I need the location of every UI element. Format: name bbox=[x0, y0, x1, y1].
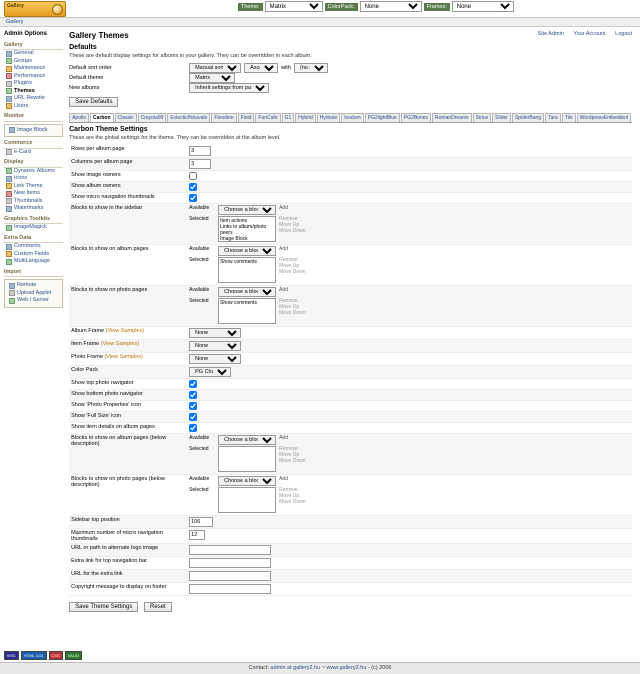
block-actions-album bbox=[279, 257, 305, 275]
show-photo-properties-icon-checkbox[interactable] bbox=[189, 402, 197, 410]
breadcrumb-gallery-link[interactable]: Gallery bbox=[6, 19, 24, 25]
blocks-album-pages-below-label: Blocks to show on album pages (below description) bbox=[69, 434, 187, 475]
logo-swirl-icon bbox=[52, 4, 63, 15]
sidebar-monitor-box bbox=[4, 124, 63, 138]
block-actions-photo bbox=[279, 298, 305, 316]
sidebar-item-label: Link Theme bbox=[14, 182, 43, 189]
sidebar-item-label: Web / Server bbox=[17, 297, 49, 303]
show-top-photo-navigator-label: Show top photo navigator bbox=[69, 379, 187, 390]
sidebar-group-display: Display bbox=[4, 159, 63, 168]
move-down-button[interactable]: Move Down bbox=[279, 458, 306, 464]
selected-label: Selected bbox=[189, 487, 209, 493]
sidebar-group-commerce: Commerce bbox=[4, 140, 63, 149]
reset-button[interactable]: Reset bbox=[144, 602, 172, 612]
speed-icon bbox=[6, 73, 12, 79]
photo-frame-text: Photo Frame bbox=[71, 354, 103, 360]
logout-link[interactable]: Logout bbox=[615, 31, 632, 37]
main-content bbox=[65, 27, 640, 618]
photo-frame-label bbox=[69, 353, 187, 366]
max-micro-nav-thumbnails-input[interactable] bbox=[189, 530, 205, 540]
default-theme-label: Default theme bbox=[69, 75, 104, 81]
watermark-icon bbox=[6, 206, 12, 212]
table-row bbox=[69, 340, 632, 353]
alternate-logo-url-label: URL or path to alternate logo image bbox=[69, 544, 187, 557]
move-down-button[interactable]: Move Down bbox=[279, 499, 306, 505]
remove-block-button[interactable]: Remove bbox=[279, 298, 298, 304]
icons-icon bbox=[6, 176, 12, 182]
second-sort-select[interactable] bbox=[294, 63, 328, 73]
sidebar-item-users[interactable] bbox=[4, 103, 63, 111]
table-row bbox=[69, 379, 632, 390]
album-icon bbox=[6, 168, 12, 174]
list-item[interactable]: Links to album/photo peers bbox=[220, 224, 267, 236]
sidebar-item-label: ImageMagick bbox=[14, 224, 47, 230]
tab-romandreams[interactable]: RomanDreams bbox=[432, 113, 472, 122]
table-row bbox=[69, 390, 632, 401]
gear-icon bbox=[6, 51, 12, 57]
new-albums-select[interactable] bbox=[189, 83, 269, 93]
tab-hydrate[interactable]: Hydrate bbox=[317, 113, 341, 122]
fields-icon bbox=[6, 251, 12, 257]
list-item[interactable]: Image Block bbox=[220, 236, 248, 242]
sidebar-item-label: Comments bbox=[14, 243, 41, 249]
admin-sidebar bbox=[0, 27, 65, 312]
sidebar-item-label: Upload Applet bbox=[17, 289, 52, 296]
sidebar-item-label: Maintenance bbox=[14, 65, 46, 71]
available-label: Available bbox=[189, 476, 210, 482]
selected-blocks-list-album-below[interactable] bbox=[218, 446, 276, 472]
defaults-note: These are default display settings for albums in your gallery. They can be overridden in each album. bbox=[69, 53, 312, 59]
extra-link-top-nav-input[interactable] bbox=[189, 558, 271, 568]
tab-apollo[interactable]: Apollo bbox=[69, 113, 89, 122]
new-icon bbox=[6, 191, 12, 197]
move-down-button[interactable]: Move Down bbox=[279, 310, 306, 316]
available-label: Available bbox=[189, 246, 210, 252]
table-row bbox=[69, 423, 632, 434]
available-blocks-select-album[interactable] bbox=[218, 246, 276, 256]
table-row bbox=[69, 193, 632, 204]
tab-slider[interactable]: Slider bbox=[492, 113, 511, 122]
table-row bbox=[69, 245, 632, 286]
add-block-button-sidebar[interactable]: Add bbox=[279, 205, 288, 211]
validation-badges bbox=[4, 651, 82, 660]
sidebar-item-label: Plugins bbox=[14, 80, 33, 86]
sidebar-item-general[interactable] bbox=[4, 50, 63, 58]
table-row bbox=[69, 434, 632, 475]
tab-tile[interactable]: Tile bbox=[562, 113, 576, 122]
columns-per-album-page-input[interactable] bbox=[189, 159, 211, 169]
blocks-sidebar-label: Blocks to show in the sidebar bbox=[69, 204, 187, 245]
theme-icon bbox=[6, 88, 12, 94]
move-up-button[interactable]: Move Up bbox=[279, 493, 300, 499]
sidebar-item-upload-applet[interactable] bbox=[7, 290, 60, 298]
block-actions-album-below bbox=[279, 446, 305, 464]
move-up-button[interactable]: Move Up bbox=[279, 452, 300, 458]
tab-floodion[interactable]: Floodion bbox=[211, 113, 236, 122]
sort-with-label: with bbox=[281, 65, 291, 71]
available-label: Available bbox=[189, 435, 210, 441]
valid-badge[interactable]: VALID bbox=[65, 651, 82, 660]
available-blocks-select-sidebar[interactable] bbox=[218, 205, 276, 215]
sidebar-group-extra-data: Extra Data bbox=[4, 235, 63, 244]
sidebar-item-url-rewrite[interactable] bbox=[4, 95, 63, 103]
logo-label: Gallery bbox=[7, 3, 24, 9]
sidebar-item-link-theme[interactable] bbox=[4, 183, 63, 191]
thumb-icon bbox=[6, 198, 12, 204]
sidebar-group-gallery: Gallery bbox=[4, 42, 63, 51]
sidebar-item-groups[interactable] bbox=[4, 58, 63, 66]
sidebar-item-image-block[interactable] bbox=[7, 127, 60, 135]
show-full-size-icon-label: Show 'Full Size' icon bbox=[69, 412, 187, 423]
copyright-footer-input[interactable] bbox=[189, 584, 271, 594]
theme-settings-heading: Carbon Theme Settings bbox=[69, 126, 148, 133]
selected-label: Selected bbox=[189, 298, 209, 304]
sidebar-group-import: Import bbox=[4, 269, 63, 278]
sidebar-title: Admin Options bbox=[4, 31, 47, 37]
footer-suffix: - (c) 2006 bbox=[366, 665, 392, 671]
site-admin-link[interactable]: Site Admin bbox=[537, 31, 564, 37]
copyright-footer-label: Copyright message to display on footer bbox=[69, 583, 187, 596]
table-row bbox=[69, 516, 632, 529]
sidebar-group-graphics-toolkits: Graphics Toolkits bbox=[4, 216, 63, 225]
sidebar-item-label: Users bbox=[14, 102, 29, 109]
default-theme-row bbox=[69, 73, 632, 83]
show-album-owners-label: Show album owners bbox=[69, 182, 187, 193]
list-item[interactable]: Item actions bbox=[220, 218, 248, 224]
table-row bbox=[69, 529, 632, 544]
selected-blocks-list-sidebar[interactable] bbox=[218, 216, 276, 242]
list-item[interactable]: Show comments bbox=[220, 300, 258, 306]
colorpack-select[interactable] bbox=[360, 1, 422, 12]
tab-eclectic-nouvalo[interactable]: Eclectic/Nouvalo bbox=[167, 113, 210, 122]
new-albums-label: New albums bbox=[69, 85, 100, 91]
move-down-button[interactable]: Move Down bbox=[279, 269, 306, 275]
page-footer bbox=[0, 662, 640, 674]
tab-g1[interactable]: G1 bbox=[282, 113, 295, 122]
tab-funcafe[interactable]: FunCafe bbox=[255, 113, 280, 122]
default-sort-order-label: Default sort order bbox=[69, 65, 112, 71]
theme-select[interactable] bbox=[265, 1, 323, 12]
table-row bbox=[69, 583, 632, 596]
blocks-album-pages-label: Blocks to show on album pages bbox=[69, 245, 187, 286]
plug-icon bbox=[6, 81, 12, 87]
sidebar-item-maintenance[interactable] bbox=[4, 65, 63, 73]
table-row bbox=[69, 412, 632, 423]
footer-site-link[interactable]: www.gallery2.hu bbox=[326, 665, 367, 671]
table-row bbox=[69, 204, 632, 245]
footer-email-link[interactable]: admin at gallery2.hu bbox=[270, 665, 321, 671]
save-theme-settings-button[interactable]: Save Theme Settings bbox=[69, 602, 138, 612]
sidebar-item-icons[interactable] bbox=[4, 175, 63, 183]
list-item[interactable]: Show comments bbox=[220, 259, 258, 265]
show-image-owners-label: Show image owners bbox=[69, 171, 187, 182]
color-pack-label: Color Pack bbox=[69, 366, 187, 379]
comment-icon bbox=[6, 244, 12, 250]
blocks-photo-pages-label: Blocks to show on photo pages bbox=[69, 286, 187, 327]
theme-settings-actions bbox=[69, 602, 632, 612]
sidebar-item-dynamic-albums[interactable] bbox=[4, 168, 63, 176]
sidebar-item-label: Themes bbox=[14, 87, 35, 94]
item-frame-text: Item Frame bbox=[71, 341, 100, 347]
remove-block-button[interactable]: Remove bbox=[279, 257, 298, 263]
sidebar-top-position-input[interactable] bbox=[189, 517, 213, 527]
table-row bbox=[69, 401, 632, 412]
columns-per-album-page-label: Columns per album page bbox=[69, 158, 187, 171]
magick-icon bbox=[6, 225, 12, 231]
sidebar-group-monitor: Monitor bbox=[4, 113, 63, 122]
theme-toolbar bbox=[238, 1, 514, 12]
selected-label: Selected bbox=[189, 216, 209, 222]
footer-middle: ~ bbox=[320, 665, 327, 671]
theme-settings-table bbox=[69, 145, 632, 596]
table-row bbox=[69, 475, 632, 516]
default-theme-select[interactable] bbox=[189, 73, 235, 83]
table-row bbox=[69, 145, 632, 158]
web-icon bbox=[9, 298, 15, 304]
move-up-button[interactable]: Move Up bbox=[279, 304, 300, 310]
sidebar-item-label: Icons bbox=[14, 175, 28, 181]
sidebar-top-position-label: Sidebar top position bbox=[69, 516, 187, 529]
sidebar-item-themes[interactable] bbox=[4, 88, 63, 96]
add-block-button-album[interactable]: Add bbox=[279, 246, 288, 252]
footer-prefix: Contact: bbox=[248, 665, 271, 671]
available-blocks-select-photo[interactable] bbox=[218, 287, 276, 297]
sidebar-item-label: General bbox=[14, 50, 34, 56]
wrench-icon bbox=[6, 66, 12, 72]
w3c-badge[interactable]: W3C bbox=[4, 651, 19, 660]
show-image-owners-checkbox[interactable] bbox=[189, 172, 197, 180]
selected-blocks-list-photo[interactable] bbox=[218, 298, 276, 324]
available-label: Available bbox=[189, 287, 210, 293]
show-item-details-on-album-pages-label: Show item details on album pages bbox=[69, 423, 187, 434]
sidebar-item-watermarks[interactable] bbox=[4, 205, 63, 213]
table-row bbox=[69, 544, 632, 557]
upload-icon bbox=[9, 290, 15, 296]
table-row bbox=[69, 171, 632, 182]
sidebar-item-label: Dynamic Albums bbox=[14, 167, 55, 174]
theme-settings-note: These are the global settings for the theme. They can be overridden at the album level. bbox=[69, 135, 281, 141]
your-account-link[interactable]: Your Account bbox=[573, 31, 606, 37]
photo-frame-select[interactable] bbox=[189, 354, 241, 364]
frames-label: Frames: bbox=[424, 3, 450, 11]
available-blocks-select-photo-below[interactable] bbox=[218, 476, 276, 486]
theme-tabs bbox=[69, 113, 632, 123]
sidebar-item-imagemagick[interactable] bbox=[4, 224, 63, 232]
colorpack-label: ColorPack: bbox=[325, 3, 358, 11]
extra-link-url-label: URL for the extra link bbox=[69, 570, 187, 583]
extra-link-top-nav-label: Extra link for top navigation bar bbox=[69, 557, 187, 570]
move-up-button[interactable]: Move Up bbox=[279, 263, 300, 269]
tab-spiderbang[interactable]: SpiderBang bbox=[512, 113, 544, 122]
tab-ixodum[interactable]: Ixodum bbox=[341, 113, 363, 122]
move-up-button[interactable]: Move Up bbox=[279, 222, 300, 228]
sidebar-item-label: New Items bbox=[14, 190, 40, 196]
block-actions-photo-below bbox=[279, 487, 305, 505]
selected-label: Selected bbox=[189, 257, 209, 263]
tab-siriux[interactable]: Siriux bbox=[473, 113, 492, 122]
max-micro-nav-thumbnails-label: Maximum number of micro navigation thumbnails bbox=[69, 529, 187, 544]
frames-select[interactable] bbox=[452, 1, 514, 12]
sidebar-item-custom-fields[interactable] bbox=[4, 251, 63, 259]
rows-per-album-page-input[interactable] bbox=[189, 146, 211, 156]
sidebar-item-label: Remote bbox=[17, 282, 37, 288]
user-icon bbox=[6, 103, 12, 109]
sidebar-item-comments[interactable] bbox=[4, 243, 63, 251]
available-blocks-select-album-below[interactable] bbox=[218, 435, 276, 445]
show-micro-navigation-thumbnails-label: Show micro navigation thumbnails bbox=[69, 193, 187, 204]
tab-hybrid[interactable]: Hybrid bbox=[295, 113, 315, 122]
sidebar-item-label: URL Rewrite bbox=[14, 95, 45, 101]
sidebar-item-web-server[interactable] bbox=[7, 297, 60, 305]
page-title: Gallery Themes bbox=[69, 31, 129, 40]
show-bottom-photo-navigator-label: Show bottom photo navigator bbox=[69, 390, 187, 401]
table-row bbox=[69, 570, 632, 583]
rows-per-album-page-label: Rows per album page bbox=[69, 145, 187, 158]
blocks-photo-pages-below-label: Blocks to show on photo pages (below description) bbox=[69, 475, 187, 516]
alternate-logo-url-input[interactable] bbox=[189, 545, 271, 555]
card-icon bbox=[6, 149, 12, 155]
add-block-button-photo-below[interactable]: Add bbox=[279, 476, 288, 482]
selected-label: Selected bbox=[189, 446, 209, 452]
remove-block-button[interactable]: Remove bbox=[279, 216, 298, 222]
tab-floid[interactable]: Floid bbox=[238, 113, 255, 122]
page-body bbox=[0, 27, 640, 618]
table-row bbox=[69, 327, 632, 340]
sidebar-item-e-card[interactable] bbox=[4, 149, 63, 157]
link-icon bbox=[6, 96, 12, 102]
item-frame-select[interactable] bbox=[189, 341, 241, 351]
show-full-size-icon-checkbox[interactable] bbox=[189, 413, 197, 421]
sidebar-item-label: Groups bbox=[14, 57, 33, 64]
color-pack-select[interactable] bbox=[189, 367, 231, 377]
tab-wordpressembedded[interactable]: WordpressEmbedded bbox=[577, 113, 631, 122]
block-actions-sidebar bbox=[279, 216, 305, 234]
show-micro-navigation-thumbnails-checkbox[interactable] bbox=[189, 194, 197, 202]
table-row bbox=[69, 557, 632, 570]
theme-label: Theme: bbox=[238, 3, 263, 11]
available-label: Available bbox=[189, 205, 210, 211]
album-frame-label bbox=[69, 327, 187, 340]
table-row bbox=[69, 353, 632, 366]
remote-icon bbox=[9, 283, 15, 289]
html-badge[interactable]: HTML 4.01 bbox=[21, 651, 47, 660]
sidebar-item-label: MultiLanguage bbox=[14, 258, 51, 264]
item-frame-samples-link[interactable]: (View Samples) bbox=[100, 341, 140, 347]
show-top-photo-navigator-checkbox[interactable] bbox=[189, 380, 197, 388]
tab-tara[interactable]: Tara bbox=[545, 113, 561, 122]
show-photo-properties-icon-label: Show 'Photo Properties' icon bbox=[69, 401, 187, 412]
save-defaults-button[interactable]: Save Defaults bbox=[69, 97, 118, 107]
add-block-button-photo[interactable]: Add bbox=[279, 287, 288, 293]
table-row bbox=[69, 158, 632, 171]
sidebar-item-performance[interactable] bbox=[4, 73, 63, 81]
sidebar-item-label: Custom Fields bbox=[14, 250, 50, 257]
default-sort-order-select[interactable] bbox=[189, 63, 241, 73]
css-badge[interactable]: CSS bbox=[49, 651, 63, 660]
sidebar-item-plugins[interactable] bbox=[4, 80, 63, 88]
defaults-heading: Defaults bbox=[69, 44, 97, 51]
lang-icon bbox=[6, 259, 12, 265]
sidebar-item-label: e-Card bbox=[14, 148, 31, 155]
sidebar-item-label: Thumbnails bbox=[14, 197, 43, 204]
photo-frame-samples-link[interactable]: (View Samples) bbox=[104, 354, 143, 360]
sidebar-item-thumbnails[interactable] bbox=[4, 198, 63, 206]
tab-carbon[interactable]: Carbon bbox=[90, 113, 114, 122]
selected-blocks-list-album[interactable] bbox=[218, 257, 276, 283]
default-sort-order-row bbox=[69, 63, 632, 73]
table-row bbox=[69, 182, 632, 193]
remove-block-button[interactable]: Remove bbox=[279, 487, 298, 493]
move-down-button[interactable]: Move Down bbox=[279, 228, 306, 234]
header-links bbox=[530, 31, 632, 37]
remove-block-button[interactable]: Remove bbox=[279, 446, 298, 452]
album-frame-samples-link[interactable]: (View Samples) bbox=[105, 328, 145, 334]
gallery-logo bbox=[4, 1, 66, 17]
breadcrumb bbox=[0, 18, 640, 27]
tab-classic[interactable]: Classic bbox=[115, 113, 137, 122]
sidebar-item-multilanguage[interactable] bbox=[4, 258, 63, 266]
table-row bbox=[69, 366, 632, 379]
group-icon bbox=[6, 58, 12, 64]
top-bar bbox=[0, 0, 640, 18]
sidebar-import-box bbox=[4, 279, 63, 308]
show-item-details-checkbox[interactable] bbox=[189, 424, 197, 432]
defaults-form bbox=[69, 63, 632, 107]
extra-link-url-input[interactable] bbox=[189, 571, 271, 581]
table-row bbox=[69, 286, 632, 327]
link-theme-icon bbox=[6, 183, 12, 189]
sort-direction-select[interactable] bbox=[244, 63, 278, 73]
tab-pg2bones[interactable]: PG2Bones bbox=[401, 113, 431, 122]
image-icon bbox=[9, 127, 15, 133]
tab-crayola99[interactable]: Crayola99 bbox=[138, 113, 167, 122]
album-frame-select[interactable] bbox=[189, 328, 241, 338]
sidebar-item-label: Performance bbox=[14, 72, 46, 79]
new-albums-row bbox=[69, 83, 632, 93]
tab-pg2lightblue[interactable]: PG2lightBlue bbox=[365, 113, 400, 122]
album-frame-text: Album Frame bbox=[71, 328, 105, 334]
item-frame-label bbox=[69, 340, 187, 353]
selected-blocks-list-photo-below[interactable] bbox=[218, 487, 276, 513]
show-album-owners-checkbox[interactable] bbox=[189, 183, 197, 191]
sidebar-item-label: Image Block bbox=[17, 126, 48, 133]
add-block-button-album-below[interactable]: Add bbox=[279, 435, 288, 441]
sidebar-item-new-items[interactable] bbox=[4, 190, 63, 198]
show-bottom-photo-navigator-checkbox[interactable] bbox=[189, 391, 197, 399]
sidebar-item-label: Watermarks bbox=[14, 205, 44, 211]
sidebar-item-remote[interactable] bbox=[7, 282, 60, 290]
